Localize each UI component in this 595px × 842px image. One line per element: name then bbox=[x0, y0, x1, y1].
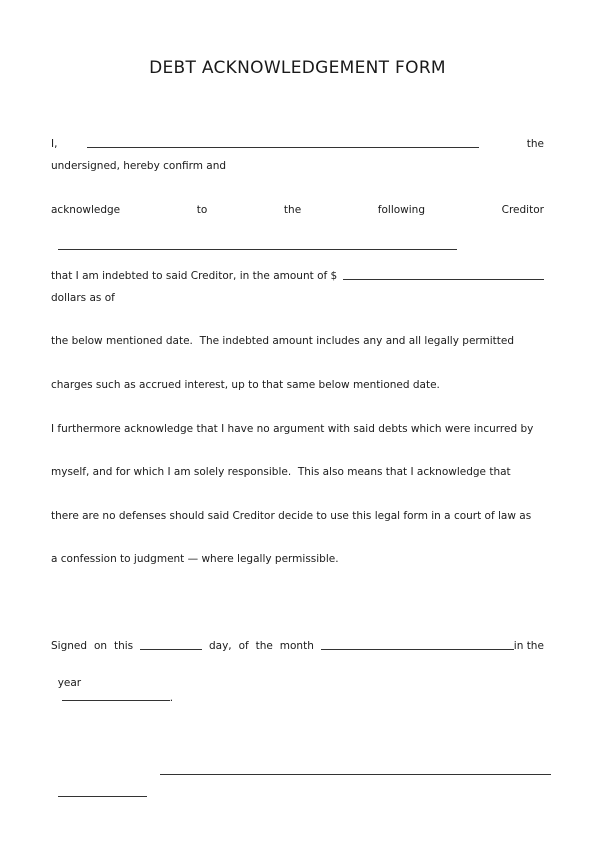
line-6: dollars as of bbox=[51, 292, 115, 304]
form-title: DEBT ACKNOWLEDGEMENT FORM bbox=[149, 58, 446, 78]
word-to: to bbox=[196, 204, 208, 216]
year-line bbox=[51, 662, 544, 705]
line-8: charges such as accrued interest, up to that same below mentioned date. bbox=[51, 379, 440, 391]
word-of: of bbox=[238, 640, 249, 652]
word-following: following bbox=[377, 204, 425, 216]
line-12: a confession to judgment — where legally permissible. bbox=[51, 553, 339, 565]
the-label: the bbox=[526, 138, 544, 150]
word-the: the bbox=[283, 204, 302, 216]
line-9: I furthermore acknowledge that I have no argument with said debts which were incurred by bbox=[51, 423, 534, 435]
year-period: . bbox=[169, 692, 174, 704]
month-field[interactable] bbox=[321, 639, 514, 650]
day-field[interactable] bbox=[140, 639, 202, 650]
line-2: undersigned, hereby confirm and bbox=[51, 160, 227, 172]
line-1 bbox=[51, 137, 544, 151]
line-4 bbox=[51, 225, 544, 254]
line-3 bbox=[51, 203, 544, 217]
amount-field[interactable] bbox=[343, 269, 544, 280]
debtor-name-field[interactable] bbox=[87, 137, 479, 148]
word-acknowledge: acknowledge bbox=[51, 204, 121, 216]
word-this: this bbox=[113, 640, 134, 652]
signed-line bbox=[51, 639, 544, 653]
year-label: year bbox=[57, 677, 82, 689]
word-day: day, bbox=[208, 640, 232, 652]
signature-line-2 bbox=[51, 772, 544, 801]
word-the-2: the bbox=[255, 640, 273, 652]
year-field[interactable] bbox=[62, 690, 170, 701]
word-creditor: Creditor bbox=[501, 204, 544, 216]
signature-field-cont[interactable] bbox=[58, 786, 147, 797]
line-10: myself, and for which I am solely responsible. This also means that I acknowledge that bbox=[51, 466, 511, 478]
word-month: month bbox=[279, 640, 314, 652]
line-5 bbox=[51, 269, 544, 283]
amount-intro: that I am indebted to said Creditor, in the amount of $ bbox=[51, 270, 338, 282]
word-on: on bbox=[93, 640, 108, 652]
creditor-name-field[interactable] bbox=[58, 239, 457, 250]
i-label: I, bbox=[51, 138, 58, 150]
word-in-the: in the bbox=[513, 640, 544, 652]
line-7: the below mentioned date. The indebted amount includes any and all legally permitted bbox=[51, 335, 515, 347]
line-11: there are no defenses should said Creditor decide to use this legal form in a court of law as bbox=[51, 510, 532, 522]
word-signed: Signed bbox=[51, 640, 88, 652]
month-group bbox=[321, 639, 544, 653]
